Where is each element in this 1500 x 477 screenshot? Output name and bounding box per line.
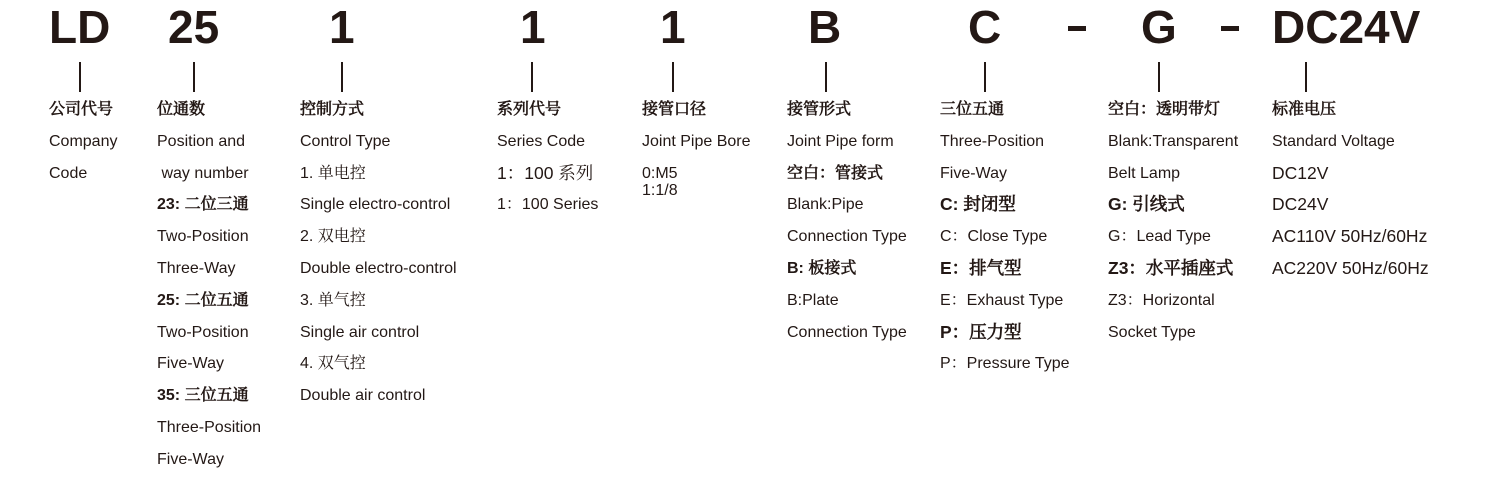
column-standard-voltage	[1272, 94, 1429, 285]
column-pipe-form	[787, 94, 907, 348]
code-three-position: C	[968, 1, 1002, 53]
column-line: Z3：Horizontal	[1108, 291, 1215, 309]
option-code: 空白：管接式	[787, 164, 884, 182]
column-heading: 公司代号	[49, 101, 114, 118]
column-line: Blank:Pipe	[787, 196, 864, 214]
option-code: 23: 二位三通	[157, 196, 249, 214]
column-line: Double air control	[300, 387, 426, 405]
column-line: Connection Type	[787, 323, 907, 341]
column-line: G：Lead Type	[1108, 228, 1211, 246]
option-code: 1. 单电控	[300, 164, 366, 182]
column-line: Standard Voltage	[1272, 132, 1395, 150]
code-lamp: G	[1141, 1, 1177, 53]
column-heading: 空白：透明带灯	[1108, 101, 1221, 118]
code-control-type: 1	[329, 1, 355, 53]
column-line: Company	[49, 132, 118, 150]
option-code: E：排气型	[940, 257, 1022, 278]
connector-line	[79, 62, 81, 92]
column-heading: 系列代号	[497, 101, 562, 118]
column-line: Series Code	[497, 132, 586, 150]
column-line: Three-Way	[157, 259, 236, 277]
connector-line	[672, 62, 674, 92]
column-heading: 控制方式	[300, 101, 365, 118]
code-series: 1	[520, 1, 546, 53]
connector-line	[1305, 62, 1307, 92]
code-company: LD	[49, 1, 111, 53]
option-code: 3. 单气控	[300, 291, 366, 309]
column-line: Control Type	[300, 132, 391, 150]
column-line: Joint Pipe Bore	[642, 132, 751, 150]
column-heading: 标准电压	[1272, 101, 1337, 118]
column-line: Five-Way	[157, 450, 224, 468]
option-code: 35: 三位五通	[157, 387, 249, 405]
option-code: C: 封闭型	[940, 194, 1016, 215]
column-line: Double electro-control	[300, 259, 457, 277]
option-code: 1：100 系列	[497, 162, 594, 183]
option-code: B: 板接式	[787, 259, 857, 277]
separator-dash	[1068, 26, 1086, 31]
column-line: P：Pressure Type	[940, 355, 1070, 373]
column-line: Code	[49, 164, 88, 182]
column-control-type	[300, 94, 457, 412]
option-code: 4. 双气控	[300, 355, 366, 373]
column-line: Joint Pipe form	[787, 132, 894, 150]
column-company-code	[49, 94, 117, 189]
voltage-option: DC12V	[1272, 162, 1329, 183]
connector-line	[531, 62, 533, 92]
column-line: Belt Lamp	[1108, 164, 1181, 182]
voltage-option: AC110V 50Hz/60Hz	[1272, 226, 1428, 247]
column-heading: 接管口径	[642, 101, 707, 118]
column-line: Five-Way	[940, 164, 1007, 182]
column-line: B:Plate	[787, 291, 839, 309]
option-code: 25: 二位五通	[157, 291, 249, 309]
column-line: Single air control	[300, 323, 420, 341]
column-line: C：Close Type	[940, 228, 1048, 246]
column-line: Five-Way	[157, 355, 224, 373]
column-line: Three-Position	[157, 418, 262, 436]
voltage-option: AC220V 50Hz/60Hz	[1272, 257, 1429, 278]
column-heading: 位通数	[157, 101, 206, 118]
column-position-way	[157, 94, 261, 476]
option-code: P：压力型	[940, 321, 1022, 342]
column-line: Three-Position	[940, 132, 1045, 150]
option-code: 1:1/8	[642, 181, 678, 199]
connector-line	[1158, 62, 1160, 92]
voltage-option: DC24V	[1272, 194, 1329, 215]
connector-line	[825, 62, 827, 92]
column-line: Two-Position	[157, 323, 249, 341]
column-line: Single electro-control	[300, 196, 451, 214]
column-heading: 三位五通	[940, 101, 1005, 118]
column-heading: 接管形式	[787, 101, 852, 118]
code-voltage: DC24V	[1272, 1, 1421, 53]
connector-line	[341, 62, 343, 92]
column-line: E：Exhaust Type	[940, 291, 1064, 309]
column-line: Socket Type	[1108, 323, 1196, 341]
column-line: Position and	[157, 132, 246, 150]
column-series-code	[497, 94, 598, 221]
option-code: G: 引线式	[1108, 194, 1185, 215]
column-line: way number	[157, 164, 249, 182]
column-line: 1：100 Series	[497, 196, 599, 214]
code-position-way: 25	[168, 1, 220, 53]
separator-dash	[1221, 26, 1239, 31]
connector-line	[984, 62, 986, 92]
option-code: 0:M5	[642, 164, 678, 182]
column-lamp-type	[1108, 94, 1238, 348]
column-pipe-bore	[642, 94, 751, 199]
column-line: Connection Type	[787, 228, 907, 246]
column-three-position	[940, 94, 1070, 380]
connector-line	[193, 62, 195, 92]
column-line: Blank:Transparent	[1108, 132, 1239, 150]
code-pipe-bore: 1	[660, 1, 686, 53]
code-pipe-form: B	[808, 1, 842, 53]
column-line: Two-Position	[157, 228, 249, 246]
option-code: 2. 双电控	[300, 228, 366, 246]
option-code: Z3：水平插座式	[1108, 257, 1234, 278]
